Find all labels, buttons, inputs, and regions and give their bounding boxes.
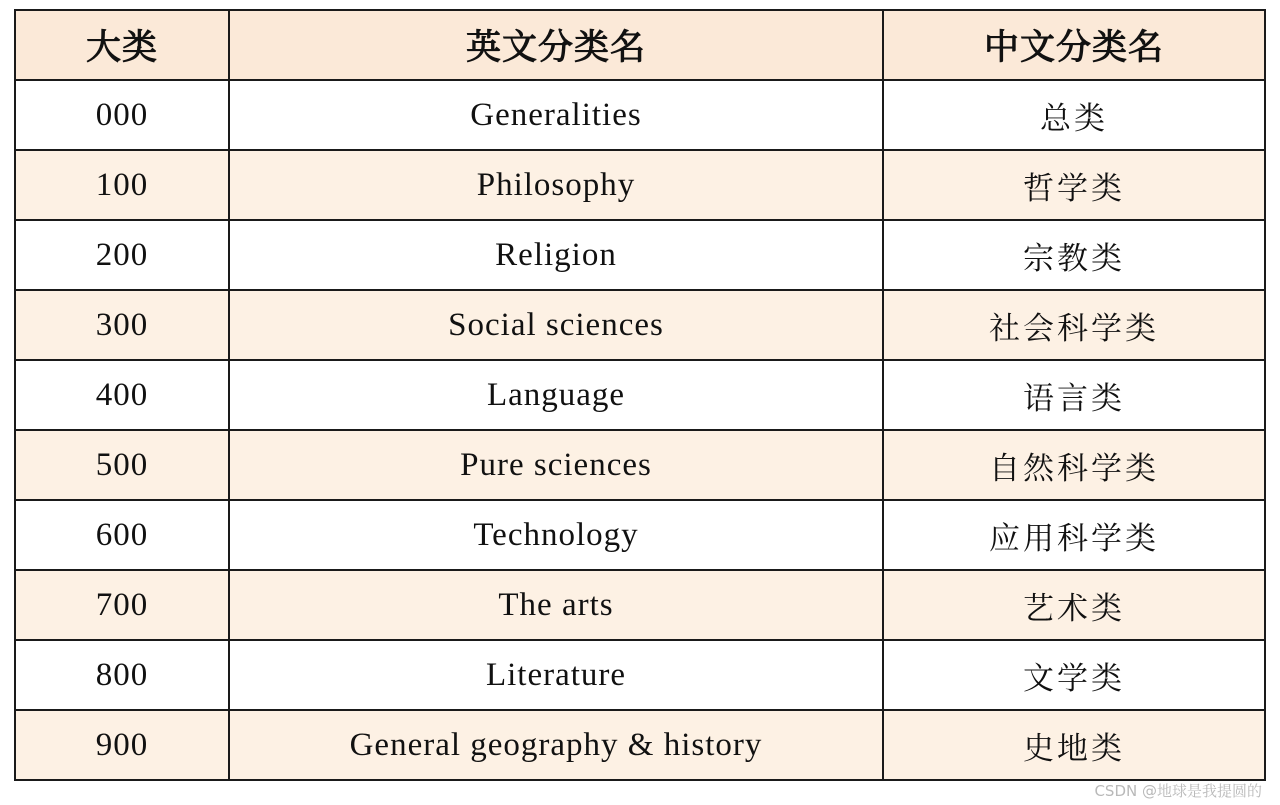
class-code: 100 (15, 150, 229, 220)
table-row (15, 290, 1265, 360)
class-code: 000 (15, 80, 229, 150)
table-row (15, 570, 1265, 640)
class-english-name: Religion (229, 220, 883, 290)
class-chinese-name: 总类 (883, 80, 1265, 150)
class-english-name: Literature (229, 640, 883, 710)
class-english-name: Philosophy (229, 150, 883, 220)
class-chinese-name: 社会科学类 (883, 290, 1265, 360)
class-chinese-name: 史地类 (883, 710, 1265, 780)
class-english-name: General geography & history (229, 710, 883, 780)
table-row (15, 220, 1265, 290)
table-row (15, 430, 1265, 500)
class-chinese-name: 艺术类 (883, 570, 1265, 640)
table-row (15, 710, 1265, 780)
table-row (15, 640, 1265, 710)
class-english-name: Technology (229, 500, 883, 570)
table-row (15, 150, 1265, 220)
class-code: 600 (15, 500, 229, 570)
classification-table (14, 9, 1266, 781)
class-chinese-name: 文学类 (883, 640, 1265, 710)
class-english-name: The arts (229, 570, 883, 640)
header-chinese-name: 中文分类名 (883, 10, 1265, 80)
table-row (15, 360, 1265, 430)
class-english-name: Language (229, 360, 883, 430)
class-code: 500 (15, 430, 229, 500)
class-code: 300 (15, 290, 229, 360)
class-chinese-name: 应用科学类 (883, 500, 1265, 570)
table-row (15, 80, 1265, 150)
class-code: 800 (15, 640, 229, 710)
class-code: 900 (15, 710, 229, 780)
watermark-text: CSDN @地球是我提圆的 (1094, 782, 1262, 800)
header-row (15, 10, 1265, 80)
header-major-class: 大类 (15, 10, 229, 80)
header-english-name: 英文分类名 (229, 10, 883, 80)
class-english-name: Generalities (229, 80, 883, 150)
class-code: 700 (15, 570, 229, 640)
class-code: 200 (15, 220, 229, 290)
table-row (15, 500, 1265, 570)
class-chinese-name: 宗教类 (883, 220, 1265, 290)
class-english-name: Social sciences (229, 290, 883, 360)
class-chinese-name: 自然科学类 (883, 430, 1265, 500)
class-english-name: Pure sciences (229, 430, 883, 500)
class-chinese-name: 语言类 (883, 360, 1265, 430)
class-chinese-name: 哲学类 (883, 150, 1265, 220)
class-code: 400 (15, 360, 229, 430)
